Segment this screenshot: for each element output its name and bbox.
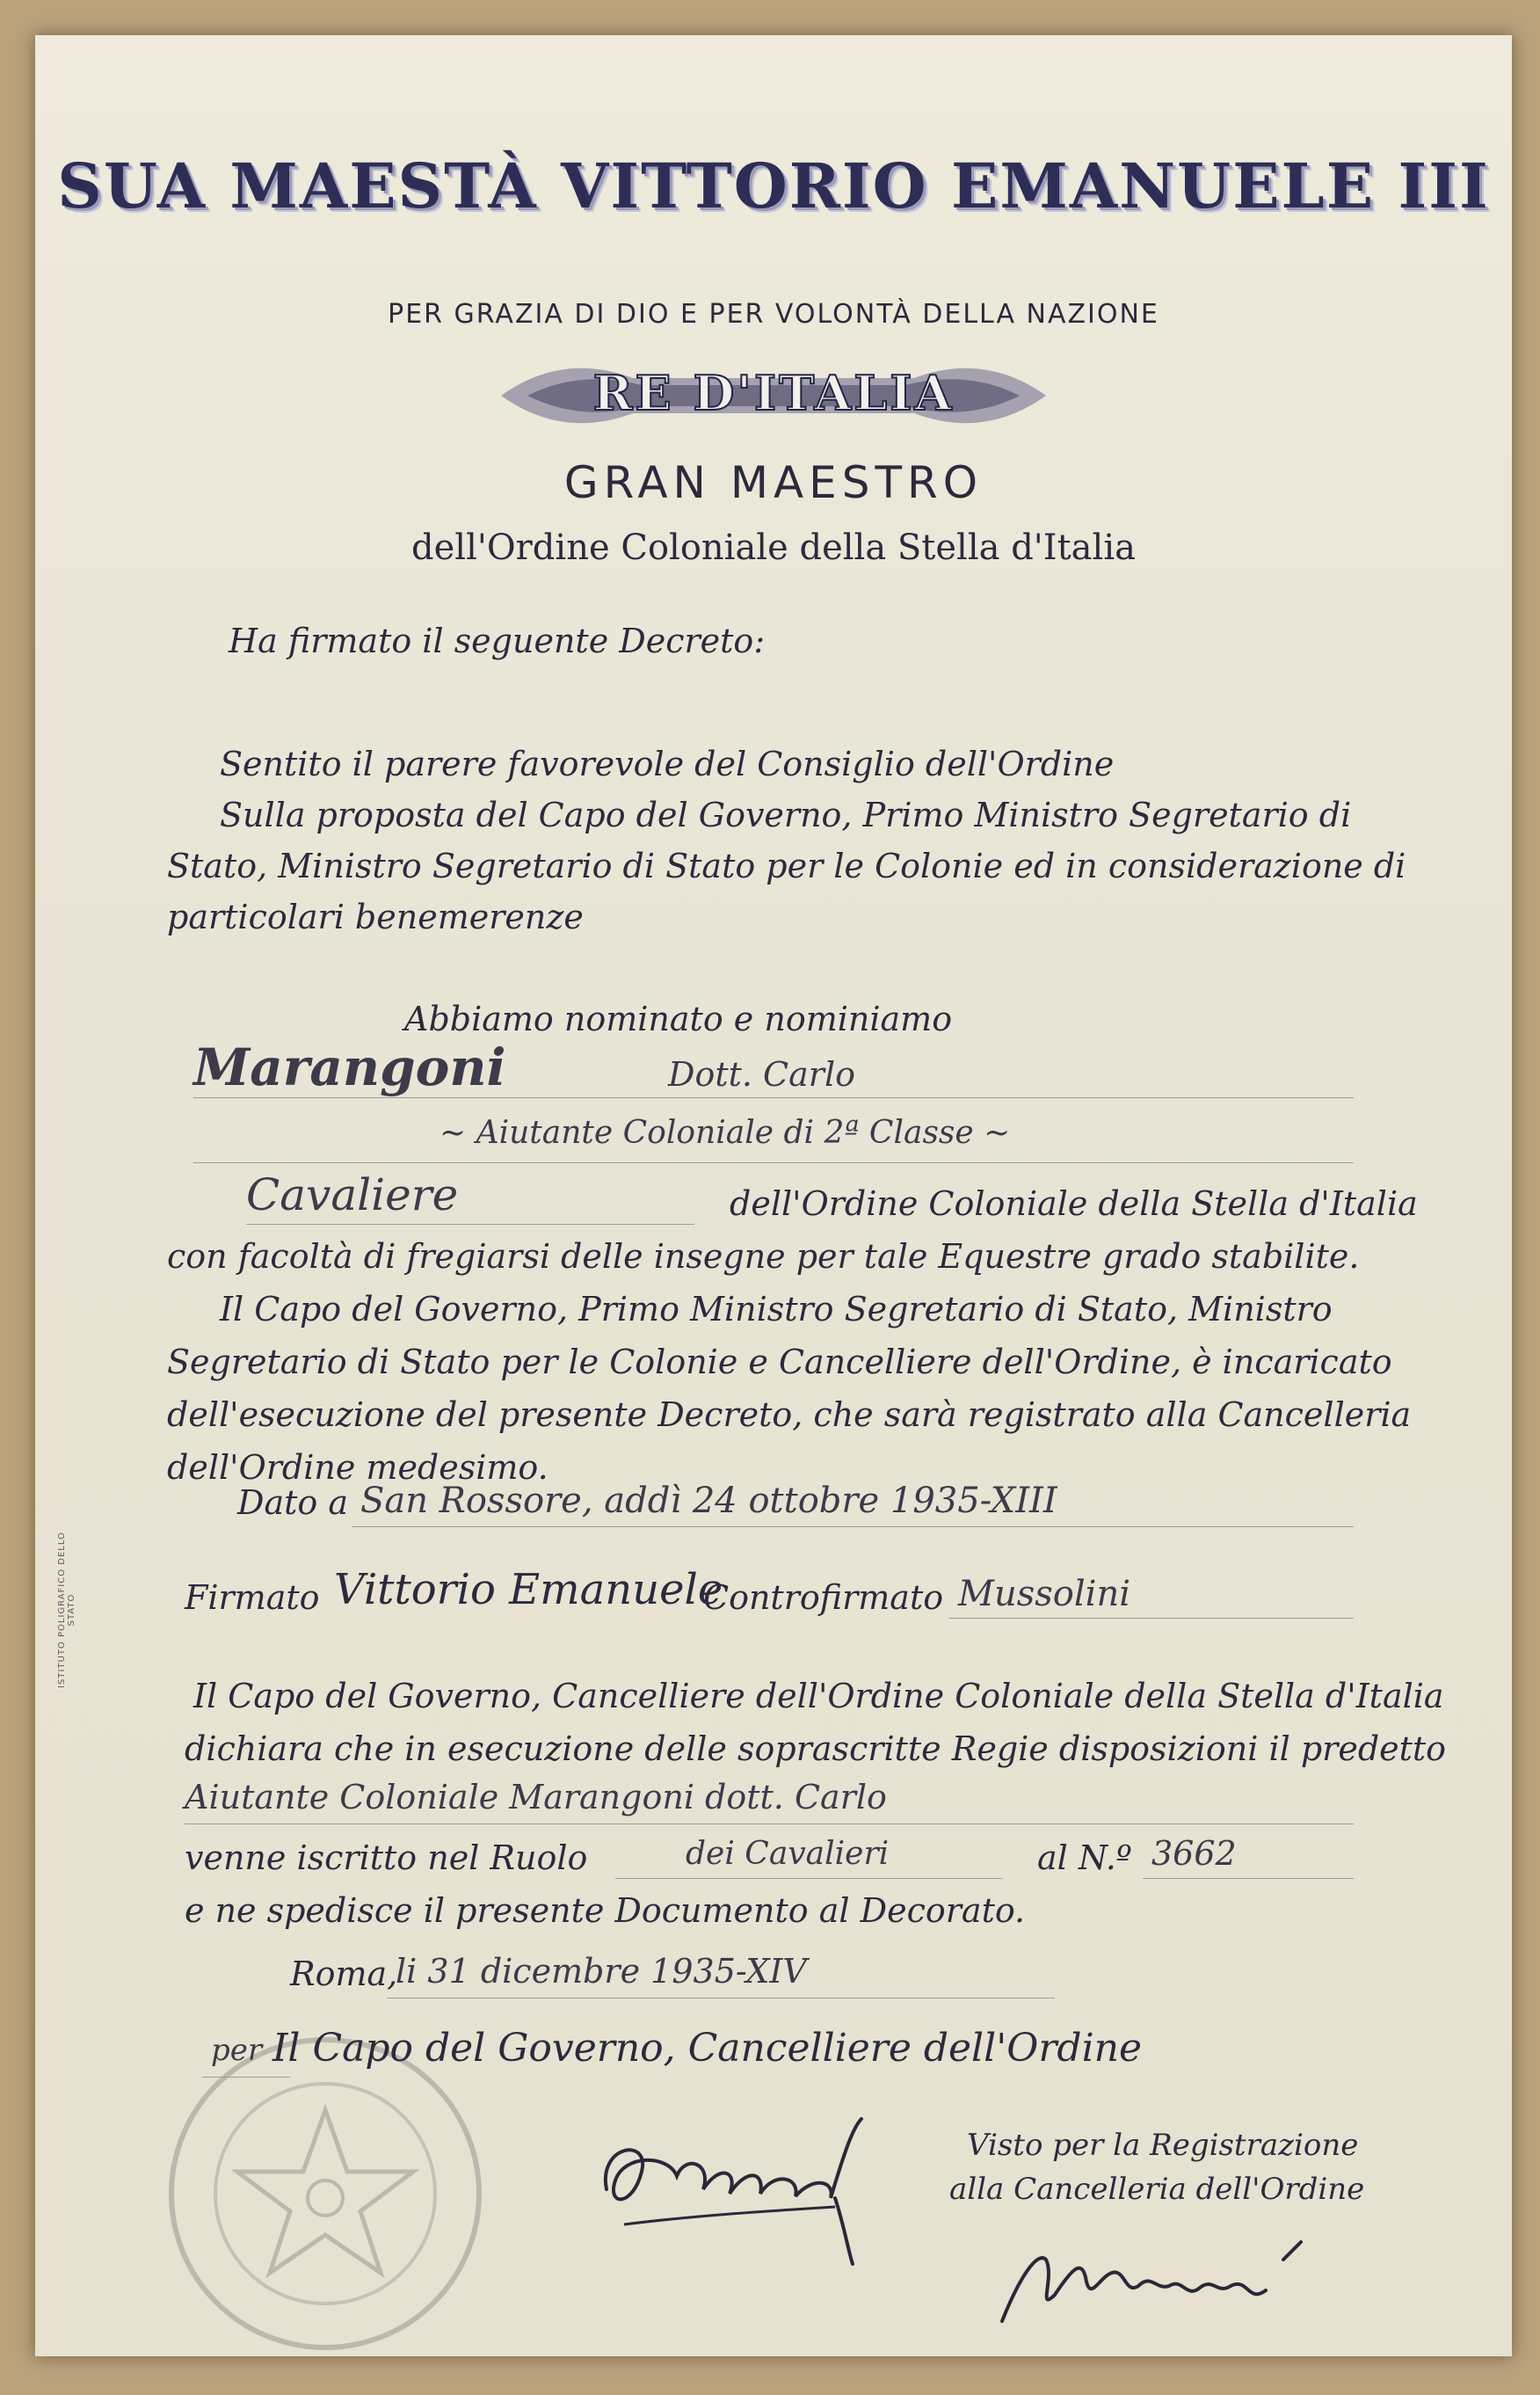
signature-registrar [984,2224,1318,2339]
paragraph-3d: dell'Ordine medesimo. [167,1448,548,1487]
per-rule [202,2077,290,2078]
signer-title: Il Capo del Governo, Cancelliere dell'Ordine [272,2026,1143,2071]
recipient-rank: ~ Aiutante Coloniale di 2ª Classe ~ [439,1115,1011,1151]
order-line: dell'Ordine Coloniale della Stella d'Italia [730,1184,1418,1223]
class-rule [615,1878,1002,1879]
controfirmato-label: Controfirmato [703,1578,944,1617]
gran-maestro-title: GRAN MAESTRO [563,457,984,508]
paragraph-4d-number-label: al N.º [1037,1838,1132,1877]
svg-text:Marcuzzi: Marcuzzi [984,2224,988,2225]
roma-label: Roma, [290,1955,398,1993]
paragraph-2a: Sulla proposta del Capo del Governo, Primo Ministro Segretario di [220,796,1352,834]
controfirmato-name: Mussolini [958,1574,1130,1614]
rank-rule [193,1162,1354,1163]
dato-rule [352,1526,1354,1527]
per-label: per [211,2033,263,2068]
grade-rule [246,1224,694,1225]
number-rule [1143,1878,1354,1879]
intro-line: Ha firmato il seguente Decreto: [229,622,766,660]
paragraph-4b: dichiara che in esecuzione delle soprascritte Regie disposizioni il predetto [185,1729,1447,1768]
paragraph-4d-label: venne iscritto nel Ruolo [185,1838,588,1877]
registration-number: 3662 [1151,1834,1237,1873]
visto-line-1: Visto per la Registrazione [967,2128,1359,2163]
firmato-name: Vittorio Emanuele [334,1565,723,1614]
nomination-line: Abbiamo nominato e nominiamo [404,1000,953,1038]
contro-rule [949,1618,1354,1619]
dato-place-date: San Rossore, addì 24 ottobre 1935-XIII [360,1481,1057,1521]
faculty-line: con facoltà di fregiarsi delle insegne per tale Equestre grado stabilite. [167,1237,1360,1276]
grade: Cavaliere [246,1169,459,1220]
roma-date: li 31 dicembre 1935-XIV [396,1952,807,1991]
firmato-label: Firmato [185,1578,320,1617]
decree-document [35,35,1512,2356]
recipient-name: Dott. Carlo [668,1055,855,1094]
order-name: dell'Ordine Coloniale della Stella d'Italia [411,528,1136,568]
paragraph-2c: particolari benemerenze [167,898,584,936]
dato-label: Dato a [237,1483,349,1522]
printer-imprint: ISTITUTO POLIGRAFICO DELLO STATO [57,1532,76,1688]
name-rule [193,1097,1354,1098]
king-heading: SUA MAESTÀ VITTORIO EMANUELE III [57,149,1490,222]
paragraph-4e: e ne spedisce il presente Documento al Decorato. [185,1891,1026,1930]
paragraph-4d-class: dei Cavalieri [686,1836,890,1872]
paragraph-3b: Segretario di Stato per le Colonie e Cancelliere dell'Ordine, è incaricato [167,1343,1392,1381]
paragraph-3c: dell'esecuzione del presente Decreto, che sarà registrato alla Cancelleria [167,1395,1412,1434]
recipient-surname: Marangoni [193,1037,506,1097]
paragraph-2b: Stato, Ministro Segretario di Stato per le Colonie ed in considerazione di [167,847,1406,885]
signature-pessone [589,2093,888,2268]
paragraph-1: Sentito il parere favorevole del Consiglio dell'Ordine [220,745,1115,783]
re-ditalia-title: RE D'ITALIA [592,365,955,421]
paragraph-3a: Il Capo del Governo, Primo Ministro Segretario di Stato, Ministro [220,1290,1333,1329]
paragraph-4c: Aiutante Coloniale Marangoni dott. Carlo [185,1778,887,1816]
grace-subtitle: PER GRAZIA DI DIO E PER VOLONTÀ DELLA NAZIONE [388,299,1159,330]
embossed-seal [163,2031,488,2356]
visto-line-2: alla Cancelleria dell'Ordine [949,2172,1365,2207]
paragraph-4a: Il Capo del Governo, Cancelliere dell'Ordine Coloniale della Stella d'Italia [193,1677,1444,1715]
